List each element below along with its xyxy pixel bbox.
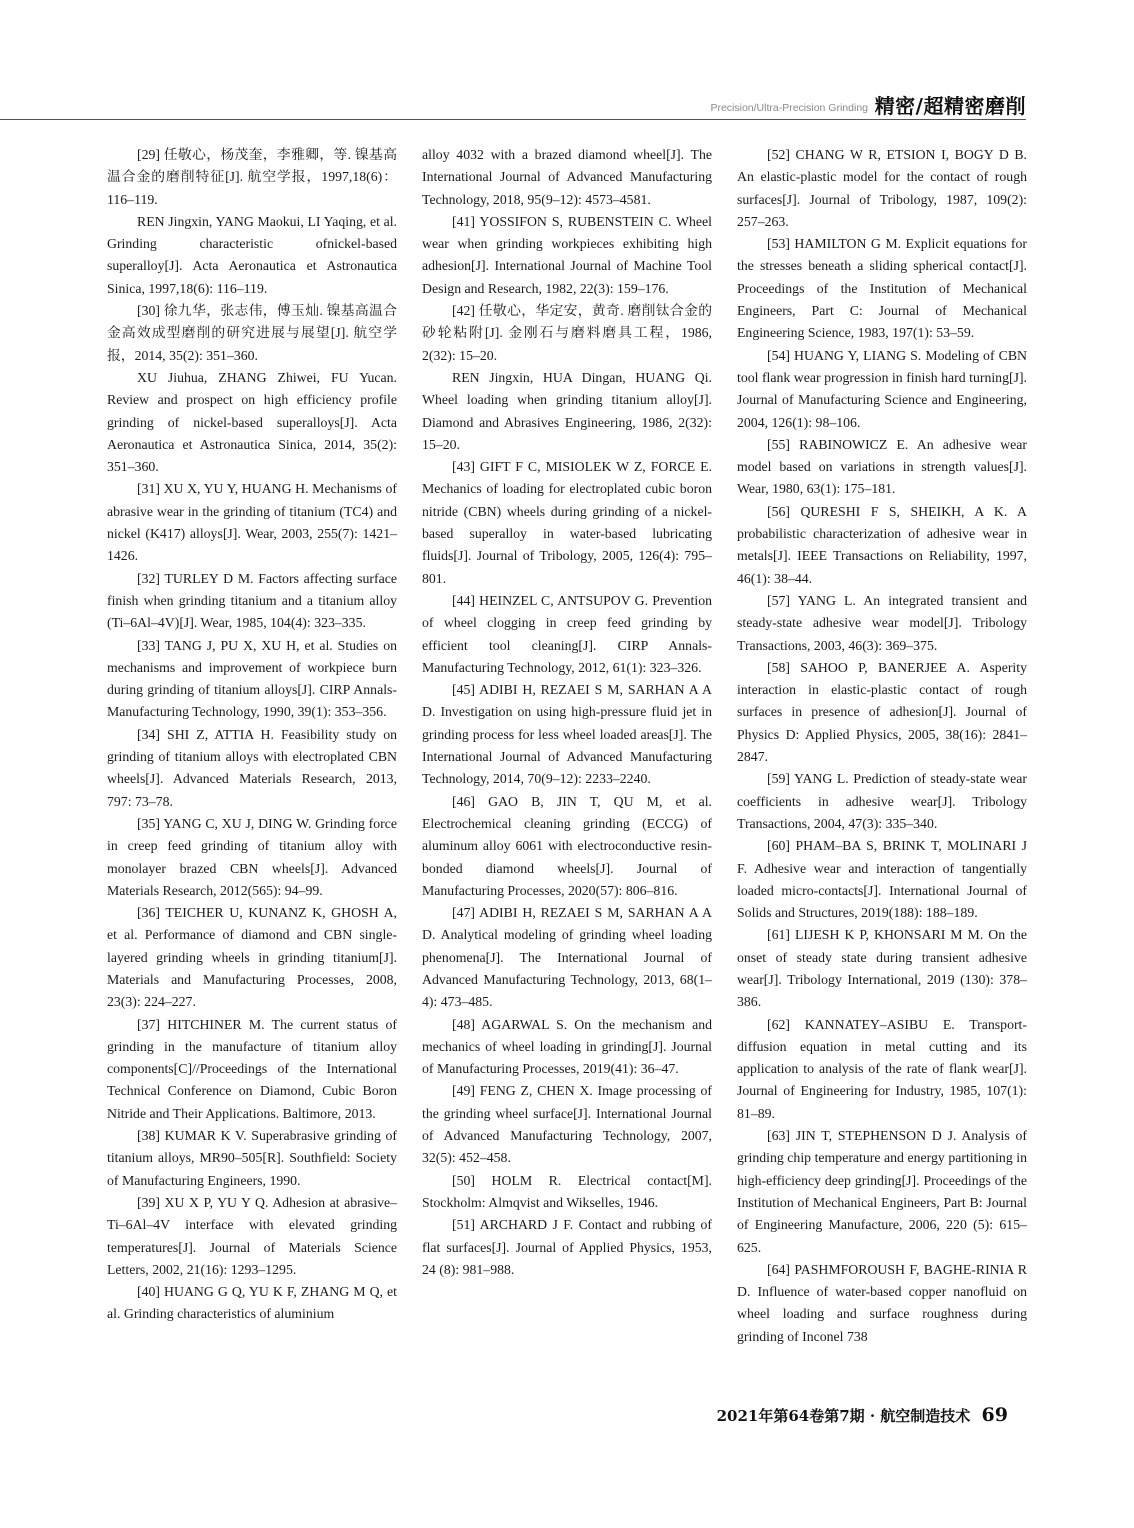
reference-entry: [31] XU X, YU Y, HUANG H. Mechanisms of abrasive wear in the grinding of titanium (TC4) and nickel (K417) alloys[J]. Wear, 2003, 255(7): 1421–1426. [107,481,397,564]
reference-entry: [54] HUANG Y, LIANG S. Modeling of CBN tool flank wear progression in finish hard turning[J]. Journal of Manufacturing Science and Engineering, 2004, 126(1): 98–106. [737,347,1027,430]
reference-entry: [59] YANG L. Prediction of steady-state wear coefficients in adhesive wear[J]. Tribology Transactions, 2004, 47(3): 335–340. [737,771,1027,831]
reference-entry: [32] TURLEY D M. Factors affecting surface finish when grinding titanium and a titanium alloy (Ti–6Al–4V)[J]. Wear, 1985, 104(4): 323–335. [107,570,397,631]
reference-column-2 [422,144,712,1281]
reference-column-1 [107,144,397,1326]
reference-entry: XU Jiuhua, ZHANG Zhiwei, FU Yucan. Review and prospect on high efficiency profile grinding of nickel-based superalloys[J]. Acta Aeronautica et Astronautica Sinica, 2014, 35(2): 351–360. [107,369,397,475]
reference-entry: REN Jingxin, HUA Dingan, HUANG Qi. Wheel loading when grinding titanium alloy[J]. Diamond and Abrasives Engineering, 1986, 2(32): 15–20. [422,369,712,452]
reference-entry: [35] YANG C, XU J, DING W. Grinding force in creep feed grinding of titanium alloy with monolayer brazed CBN wheels[J]. Advanced Materials Research, 2012(565): 94–99. [107,815,397,898]
reference-entry: [39] XU X P, YU Y Q. Adhesion at abrasive–Ti–6Al–4V interface with elevated grinding temperatures[J]. Journal of Materials Science Letters, 2002, 21(16): 1293–1295. [107,1194,397,1277]
reference-entry: [36] TEICHER U, KUNANZ K, GHOSH A, et al. Performance of diamond and CBN single-layered grinding wheels in grinding titanium[J]. Materials and Manufacturing Processes, 2008, 23(3): 224–227. [107,905,397,1010]
reference-entry: alloy 4032 with a brazed diamond wheel[J]. The International Journal of Advanced Manufacturing Technology, 2018, 95(9–12): 4573–4581. [422,147,712,207]
issue-info: 2021年第64卷第7期 · 航空制造技术 [716,1407,971,1425]
header-rule [0,119,1026,120]
reference-entry: [50] HOLM R. Electrical contact[M]. Stockholm: Almqvist and Wikselles, 1946. [422,1172,712,1210]
reference-entry: [63] JIN T, STEPHENSON D J. Analysis of grinding chip temperature and energy partitioning in high-efficiency deep grinding[J]. Proceedings of the Institution of Mechanical Engineers, Part B: Journal of Engineering Manufacture, 2006, 220 (5): 615–625. [737,1128,1027,1255]
header-english-title: Precision/Ultra-Precision Grinding [710,102,868,114]
reference-entry: [57] YANG L. An integrated transient and steady-state adhesive wear model[J]. Tribology Transactions, 2003, 46(3): 369–375. [737,592,1027,653]
reference-entry: [62] KANNATEY–ASIBU E. Transport-diffusion equation in metal cutting and its application to analysis of the rate of flank wear[J]. Journal of Engineering for Industry, 1985, 107(1): 81–89. [737,1016,1027,1121]
reference-entry: [30] 徐九华，张志伟，傅玉灿. 镍基高温合金高效成型磨削的研究进展与展望[J]. 航空学报，2014, 35(2): 351–360. [107,303,397,363]
reference-entry: [42] 任敬心，华定安，黄奇. 磨削钛合金的砂轮粘附[J]. 金刚石与磨料磨具工程，1986, 2(32): 15–20. [422,303,712,363]
reference-entry: [52] CHANG W R, ETSION I, BOGY D B. An elastic-plastic model for the contact of rough surfaces[J]. Journal of Tribology, 1987, 109(2): 257–263. [737,147,1027,229]
reference-entry: [56] QURESHI F S, SHEIKH, A K. A probabilistic characterization of adhesive wear in metals[J]. IEEE Transactions on Reliability, 1997, 46(1): 38–44. [737,503,1027,586]
reference-entry: [43] GIFT F C, MISIOLEK W Z, FORCE E. Mechanics of loading for electroplated cubic boron nitride (CBN) wheels during grinding of a nickel-based superalloy in water-based lubricating fluids[J]. Journal of Tribology, 2005, 126(4): 795–801. [422,459,712,586]
reference-entry: [34] SHI Z, ATTIA H. Feasibility study on grinding of titanium alloys with electroplated CBN wheels[J]. Advanced Materials Research, 2013, 797: 73–78. [107,726,397,809]
reference-entry: [33] TANG J, PU X, XU H, et al. Studies on mechanisms and improvement of workpiece burn during grinding of titanium alloys[J]. CIRP Annals-Manufacturing Technology, 1990, 39(1): 353–356. [107,637,397,720]
reference-entry: [48] AGARWAL S. On the mechanism and mechanics of wheel loading in grinding[J]. Journal of Manufacturing Processes, 2019(41): 36–47. [422,1016,712,1077]
running-header [0,88,1134,120]
reference-entry: [40] HUANG G Q, YU K F, ZHANG M Q, et al. Grinding characteristics of aluminium [107,1284,397,1322]
reference-entry: [60] PHAM–BA S, BRINK T, MOLINARI J F. Adhesive wear and interaction of tangentially loaded micro-contacts[J]. International Journal of Solids and Structures, 2019(188): 188–189. [737,838,1027,921]
reference-column-3 [737,144,1027,1348]
reference-entry: [49] FENG Z, CHEN X. Image processing of the grinding wheel surface[J]. International Journal of Advanced Manufacturing Technology, 2007, 32(5): 452–458. [422,1083,712,1166]
reference-entry: [38] KUMAR K V. Superabrasive grinding of titanium alloys, MR90–505[R]. Southfield: Society of Manufacturing Engineers, 1990. [107,1128,397,1188]
reference-entry: [45] ADIBI H, REZAEI S M, SARHAN A A D. Investigation on using high-pressure fluid jet in grinding process for less wheel loaded areas[J]. The International Journal of Advanced Manufacturing Technology, 2014, 70(9–12): 2233–2240. [422,682,712,787]
reference-entry: [51] ARCHARD J F. Contact and rubbing of flat surfaces[J]. Journal of Applied Physics, 1953, 24 (8): 981–988. [422,1217,712,1277]
reference-entry: [61] LIJESH K P, KHONSARI M M. On the onset of steady state during transient adhesive wear[J]. Tribology International, 2019 (130): 378–386. [737,927,1027,1010]
page-footer [717,1404,1008,1426]
reference-entry: [41] YOSSIFON S, RUBENSTEIN C. Wheel wear when grinding workpieces exhibiting high adhesion[J]. International Journal of Machine Tool Design and Research, 1982, 22(3): 159–176. [422,213,712,296]
reference-entry: [64] PASHMFOROUSH F, BAGHE-RINIA R D. Influence of water-based copper nanofluid on wheel loading and surface roughness during grinding of Inconel 738 [737,1261,1027,1344]
reference-entry: [47] ADIBI H, REZAEI S M, SARHAN A A D. Analytical modeling of grinding wheel loading phenomena[J]. The International Journal of Advanced Manufacturing Technology, 2013, 68(1–4): 473–485. [422,905,712,1010]
reference-entry: REN Jingxin, YANG Maokui, LI Yaqing, et al. Grinding characteristic ofnickel-based superalloy[J]. Acta Aeronautica et Astronautica Sinica, 1997,18(6): 116–119. [107,213,397,296]
reference-entry: [46] GAO B, JIN T, QU M, et al. Electrochemical cleaning grinding (ECCG) of aluminum alloy 6061 with electroconductive resin-bonded diamond wheels[J]. Journal of Manufacturing Processes, 2020(57): 806–816. [422,793,712,898]
reference-entry: [37] HITCHINER M. The current status of grinding in the manufacture of titanium alloy components[C]//Proceedings of the International Technical Conference on Diamond, Cubic Boron Nitride and Their Applications. Baltimore, 2013. [107,1016,397,1121]
header-chinese-title: 精密/超精密磨削 [874,94,1026,118]
reference-entry: [55] RABINOWICZ E. An adhesive wear model based on variations in strength values[J]. Wear, 1980, 63(1): 175–181. [737,436,1027,497]
reference-entry: [44] HEINZEL C, ANTSUPOV G. Prevention of wheel clogging in creep feed grinding by efficient tool cleaning[J]. CIRP Annals-Manufacturing Technology, 2012, 61(1): 323–326. [422,592,712,675]
reference-entry: [53] HAMILTON G M. Explicit equations for the stresses beneath a sliding spherical contact[J]. Proceedings of the Institution of Mechanical Engineers, Part C: Journal of Mechanical Engineering Science, 1983, 197(1): 53–59. [737,236,1027,341]
page-number: 69 [981,1404,1008,1426]
reference-entry: [58] SAHOO P, BANERJEE A. Asperity interaction in elastic-plastic contact of rough surfaces in presence of adhesion[J]. Journal of Physics D: Applied Physics, 2005, 38(16): 2841–2847. [737,659,1027,765]
reference-entry: [29] 任敬心，杨茂奎，李雅卿，等. 镍基高温合金的磨削特征[J]. 航空学报，1997,18(6)：116–119. [107,147,397,207]
